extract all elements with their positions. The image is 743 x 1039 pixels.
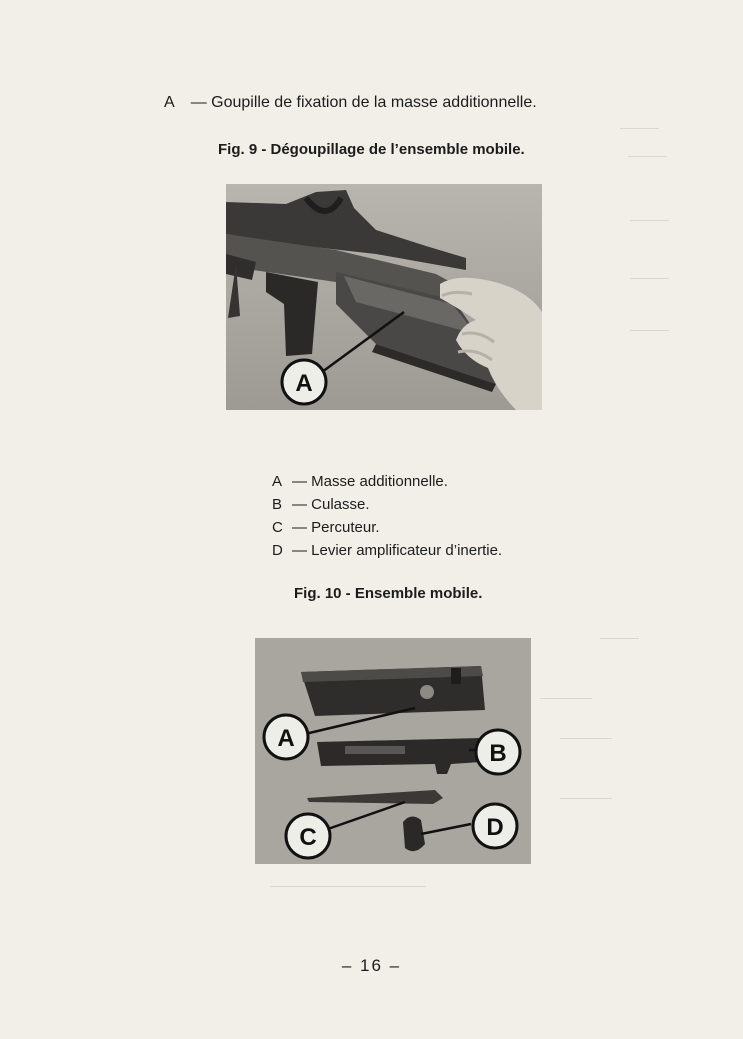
fig10-callout-a-label: A [277, 725, 295, 752]
legend-text: — Masse additionnelle. [292, 473, 448, 490]
top-legend-line [164, 94, 537, 112]
legend-key: B [272, 496, 283, 513]
legend-item-d [272, 542, 502, 559]
legend-item-b [272, 496, 370, 513]
legend-text: — Levier amplificateur d’inertie. [292, 542, 503, 559]
legend-item-a [272, 473, 448, 490]
legend-key: D [272, 542, 283, 559]
fig10-callout-b-label: B [489, 740, 507, 767]
fig10-callout-d-label: D [486, 814, 504, 841]
legend-key: C [272, 519, 283, 536]
legend-item-c [272, 519, 380, 536]
page-number: – 16 – [341, 956, 402, 975]
fig10-caption: Fig. 10 - Ensemble mobile. [294, 585, 483, 602]
fig10-callout-c-label: C [299, 824, 317, 851]
legend-text: — Culasse. [292, 496, 370, 513]
legend-key: A [272, 473, 283, 490]
fig9-photo [226, 184, 542, 410]
document-page: ——— ——— ——— ——— ——— ——— ———— ———— ———— ———————————— A — Goupille de fixation de la masse additionnelle. Fig. 9 - Dégoupillage de l’ensemble mobile. A A — Masse additionnelle. B — Culasse. C — Percuteur. D — Levier amplificateur d’inertie. Fig. 10 - Ensemble mobile. A B C D – 16 – [0, 0, 743, 1039]
fig9-caption: Fig. 9 - Dégoupillage de l’ensemble mobile. [218, 141, 525, 158]
legend-text: — Percuteur. [292, 519, 380, 536]
top-legend-key: A [164, 94, 174, 111]
fig9-callout-a-label: A [295, 370, 313, 397]
top-legend-text: — Goupille de fixation de la masse additionnelle. [190, 94, 537, 111]
fig10-photo [255, 638, 531, 864]
